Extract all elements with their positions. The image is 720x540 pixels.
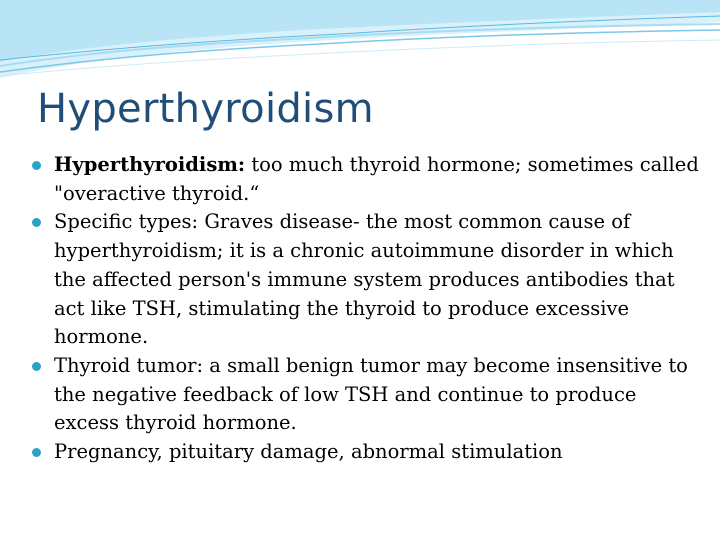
bullet-dot-icon bbox=[32, 218, 41, 227]
bullet-dot-icon bbox=[32, 161, 41, 170]
bullet-text: Thyroid tumor: a small benign tumor may become insensitive to the negative feedback of low TSH and continue to produce excess thyroid hormone. bbox=[54, 353, 688, 435]
bullet-text: Specific types: Graves disease- the most common cause of hyperthyroidism; it is a chronic autoimmune disorder in which the affected person's immune system produces antibodies that act like TSH, stimulating the thyroid to produce excessive hormone. bbox=[54, 210, 675, 349]
bullet-term: Hyperthyroidism: bbox=[54, 153, 246, 176]
bullet-item bbox=[30, 352, 700, 438]
bullet-dot-icon bbox=[32, 362, 41, 371]
bullet-text: Pregnancy, pituitary damage, abnormal stimulation bbox=[54, 440, 563, 464]
bullet-text: too much thyroid hormone; sometimes called "overactive thyroid.“ bbox=[54, 153, 699, 205]
bullet-list bbox=[30, 151, 700, 467]
bullet-item bbox=[30, 438, 700, 467]
bullet-item bbox=[30, 208, 700, 352]
bullet-dot-icon bbox=[32, 448, 41, 457]
bullet-item bbox=[30, 151, 700, 208]
slide-title: Hyperthyroidism bbox=[37, 86, 374, 132]
